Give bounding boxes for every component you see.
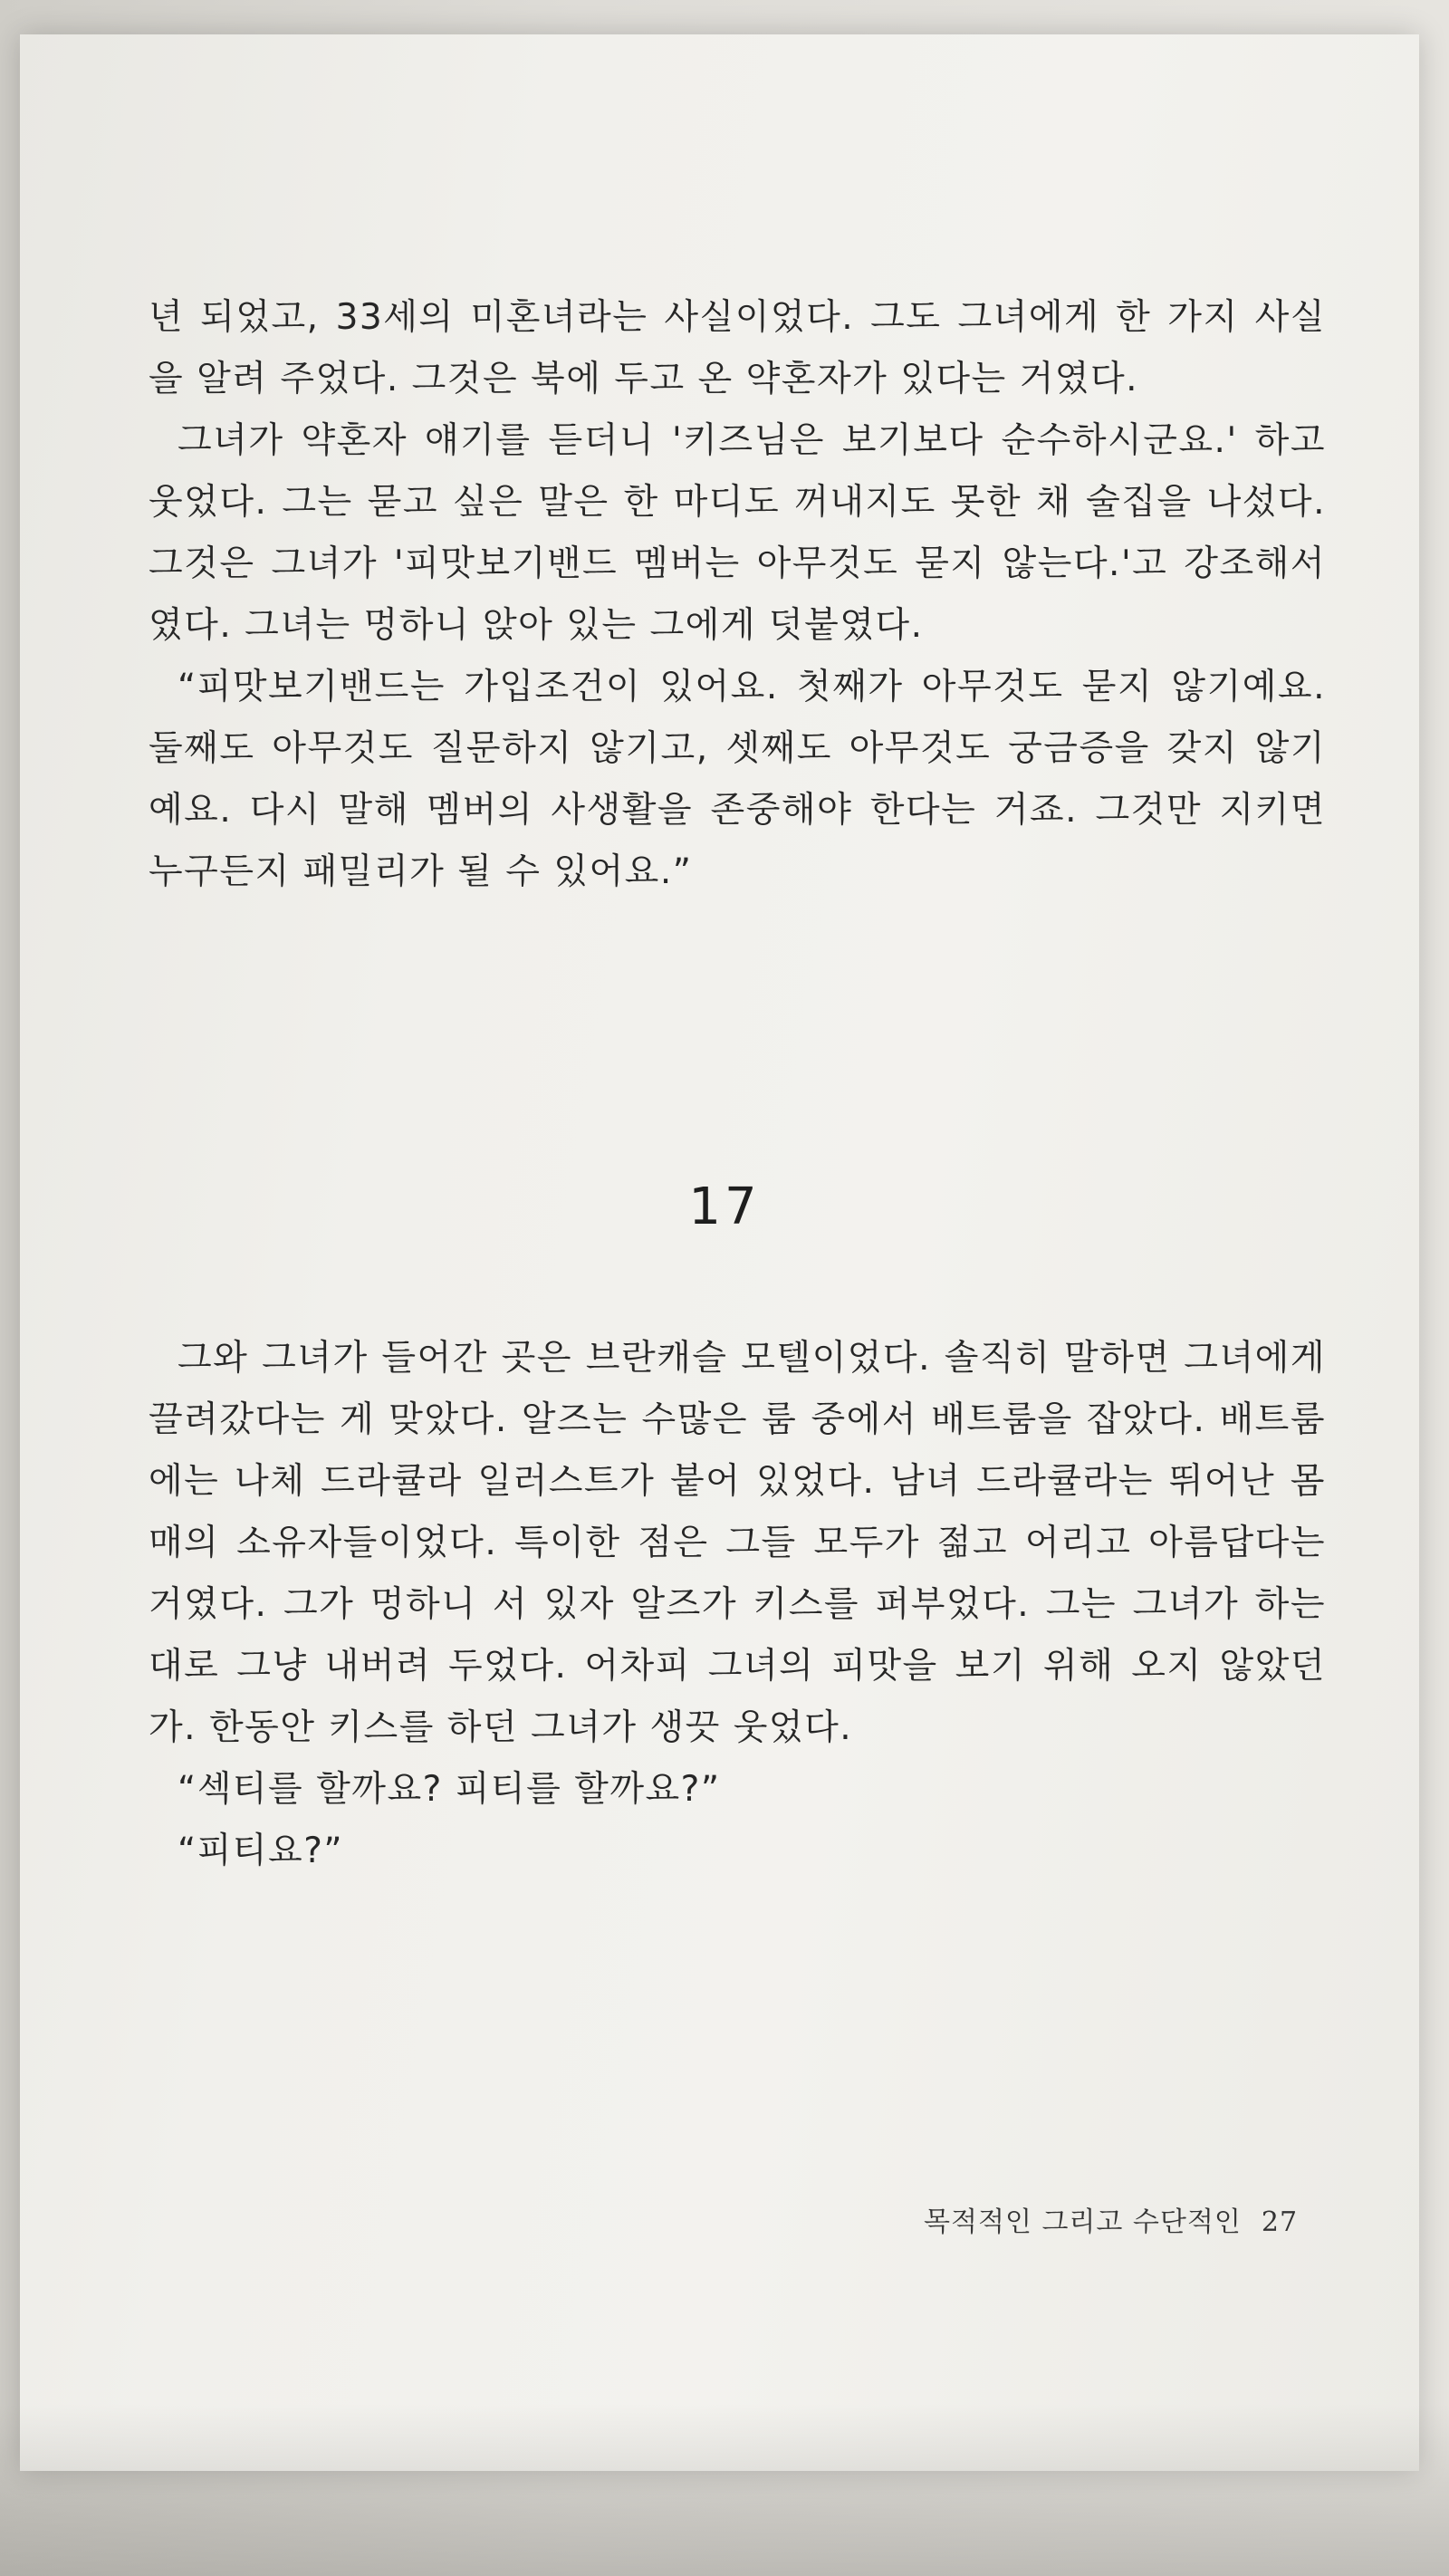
page-footer xyxy=(924,2199,1349,2239)
paragraph: “섹티를 할까요? 피티를 할까요?” xyxy=(178,1769,721,1810)
paragraph: 년 되었고, 33세의 미혼녀라는 사실이었다. 그도 그녀에게 한 가지 사실을 알려 주었다. 그것은 북에 두고 온 약혼자가 있다는 거였다. xyxy=(149,297,1326,399)
paragraph: 그녀가 약혼자 얘기를 듣더니 '키즈님은 보기보다 순수하시군요.' 하고 웃었다. 그는 묻고 싶은 말은 한 마디도 꺼내지도 못한 채 술집을 나섰다. 그것은 그녀가 '피맛보기밴드 멤버는 아무것도 묻지 않는다.'고 강조해서였다. 그녀는 멍하니 앉아 있는 그에게 덧붙였다. xyxy=(149,420,1326,646)
running-title: 목적적인 그리고 수단적인 xyxy=(924,2206,1242,2238)
page-number: 27 xyxy=(1261,2206,1299,2238)
paragraph: 그와 그녀가 들어간 곳은 브란캐슬 모텔이었다. 솔직히 말하면 그녀에게 끌려갔다는 게 맞았다. 알즈는 수많은 룸 중에서 배트룸을 잡았다. 배트룸에는 나체 드라큘라 일러스트가 붙어 있었다. 남녀 드라큘라는 뛰어난 몸매의 소유자들이었다. 특이한 점은 그들 모두가 젊고 어리고 아름답다는 거였다. 그가 멍하니 서 있자 알즈가 키스를 퍼부었다. 그는 그녀가 하는 대로 그냥 내버려 두었다. 어차피 그녀의 피맛을 보기 위해 오지 않았던가. 한동안 키스를 하던 그녀가 생끗 웃었다. xyxy=(149,1338,1326,1748)
paragraph: “피맛보기밴드는 가입조건이 있어요. 첫째가 아무것도 묻지 않기예요. 둘째도 아무것도 질문하지 않기고, 셋째도 아무것도 궁금증을 갖지 않기예요. 다시 말해 멤버의 사생활을 존중해야 한다는 거죠. 그것만 지키면 누구든지 패밀리가 될 수 있어요.” xyxy=(149,667,1326,892)
chapter-number: 17 xyxy=(688,1177,761,1236)
text-section-bottom xyxy=(149,1328,1326,1882)
paragraph: “피티요?” xyxy=(178,1831,344,1871)
text-section-top xyxy=(149,287,1326,903)
